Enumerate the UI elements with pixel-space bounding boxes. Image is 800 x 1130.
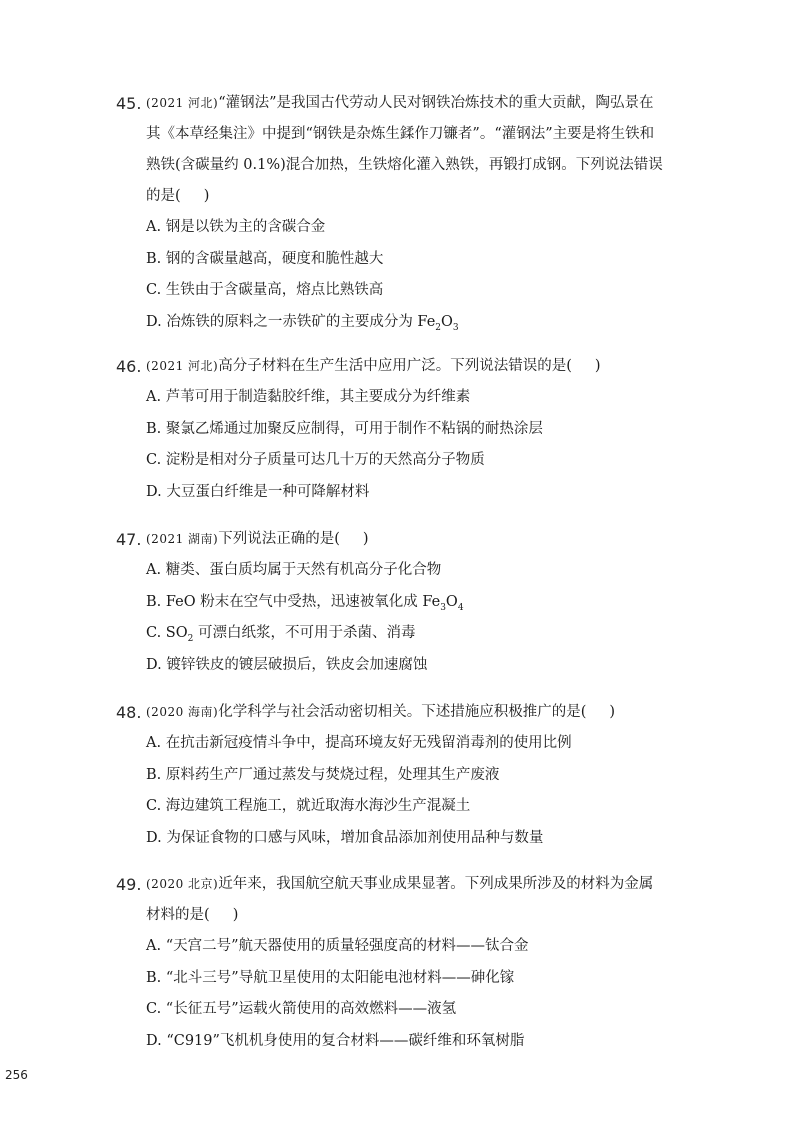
option-d: D. “C919”飞机机身使用的复合材料——碳纤维和环氧树脂 — [146, 1032, 525, 1049]
option-b: B. FeO 粉末在空气中受热，迅速被氧化成 $Fe_3O_4$ — [146, 593, 464, 613]
options-list — [146, 212, 666, 338]
option-a: A. “天宫二号”航天器使用的质量轻强度高的材料——钛合金 — [146, 938, 529, 954]
question-number: 47. — [116, 530, 142, 549]
question-text: 近年来，我国航空航天事业成果显著。下列成果所涉及的材料为金属材料的是( ) — [146, 876, 654, 923]
option-d: D. 冶炼铁的原料之一赤铁矿的主要成分为 $Fe_2O_3$ — [146, 313, 459, 333]
option-b: B. 聚氯乙烯通过加聚反应制得，可用于制作不粘锅的耐热涂层 — [146, 420, 543, 437]
question-number: 48. — [116, 703, 142, 722]
question-text: 高分子材料在生产生活中应用广泛。下列说法错误的是( ) — [218, 358, 601, 374]
question-45 — [116, 88, 666, 338]
options-list — [146, 555, 666, 681]
option-c: C. 海边建筑工程施工，就近取海水海沙生产混凝土 — [146, 798, 471, 814]
question-number: 46. — [116, 357, 142, 376]
question-source: (2021 河北) — [146, 96, 219, 110]
question-48 — [116, 697, 666, 854]
question-source: (2021 河北) — [146, 359, 219, 373]
question-stem — [116, 88, 666, 212]
option-a: A. 糖类、蛋白质均属于天然有机高分子化合物 — [146, 562, 442, 578]
question-stem — [116, 697, 666, 728]
question-49 — [116, 869, 666, 1057]
option-b: B. “北斗三号”导航卫星使用的太阳能电池材料——砷化镓 — [146, 969, 515, 986]
options-list — [146, 728, 666, 854]
question-number: 45. — [116, 94, 142, 113]
question-source: (2020 北京) — [146, 877, 219, 891]
option-b: B. 钢的含碳量越高，硬度和脆性越大 — [146, 250, 384, 267]
option-a: A. 在抗击新冠疫情斗争中，提高环境友好无残留消毒剂的使用比例 — [146, 735, 572, 751]
question-stem — [116, 351, 666, 382]
question-source: (2021 湖南) — [146, 532, 219, 546]
option-d: D. 镀锌铁皮的镀层破损后，铁皮会加速腐蚀 — [146, 656, 428, 673]
options-list — [146, 931, 666, 1057]
option-b: B. 原料药生产厂通过蒸发与焚烧过程，处理其生产废液 — [146, 766, 500, 783]
question-text: “灌钢法”是我国古代劳动人民对钢铁冶炼技术的重大贡献，陶弘景在其《本草经集注》中提到“钢铁是杂炼生鍒作刀镰者”。“灌钢法”主要是将生铁和熟铁(含碳量约 0.1%)混合加热，生铁熔化灌入熟铁，再锻打成钢。下列说法错误的是( ) — [146, 95, 663, 204]
option-d: D. 大豆蛋白纤维是一种可降解材料 — [146, 483, 370, 500]
options-list — [146, 382, 666, 508]
question-47 — [116, 524, 666, 681]
question-46 — [116, 351, 666, 508]
option-c: C. $SO_2$ 可漂白纸浆，不可用于杀菌、消毒 — [146, 625, 416, 644]
question-number: 49. — [116, 875, 142, 894]
option-a: A. 钢是以铁为主的含碳合金 — [146, 219, 326, 235]
page-number: 256 — [5, 1068, 28, 1082]
question-stem — [116, 524, 666, 555]
question-stem — [116, 869, 666, 931]
option-c: C. “长征五号”运载火箭使用的高效燃料——液氢 — [146, 1001, 457, 1017]
question-text: 化学科学与社会活动密切相关。下述措施应积极推广的是( ) — [218, 704, 616, 720]
option-a: A. 芦苇可用于制造黏胶纤维，其主要成分为纤维素 — [146, 389, 471, 405]
option-d: D. 为保证食物的口感与风味，增加食品添加剂使用品种与数量 — [146, 829, 544, 846]
option-c: C. 淀粉是相对分子质量可达几十万的天然高分子物质 — [146, 452, 485, 468]
option-c: C. 生铁由于含碳量高，熔点比熟铁高 — [146, 282, 384, 298]
question-source: (2020 海南) — [146, 705, 219, 719]
question-text: 下列说法正确的是( ) — [218, 531, 369, 547]
